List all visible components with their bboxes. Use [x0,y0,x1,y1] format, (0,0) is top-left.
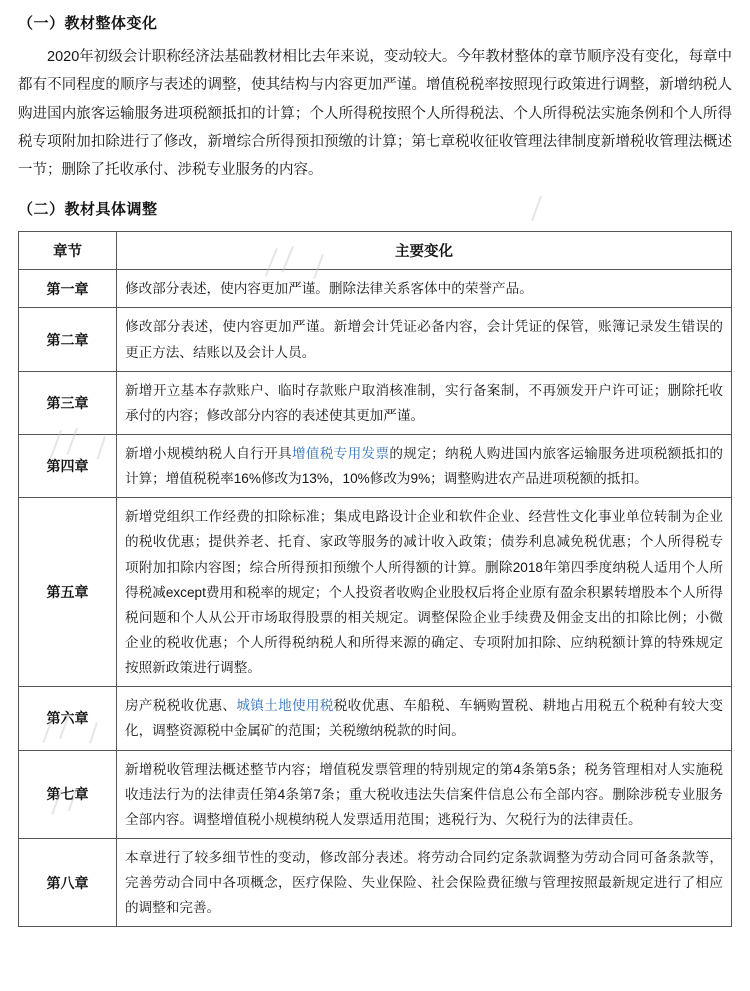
table-row [19,371,732,434]
text-run: 税收优惠、车船税、车辆购置税、耕地占用税五个税种有较大变化，调整资源税中金属矿的范围；关税缴纳税款的时间。 [125,698,724,739]
cell-chapter: 第一章 [19,270,117,308]
cell-content [117,687,732,750]
cell-content: 本章进行了较多细节性的变动，修改部分表述。将劳动合同约定条款调整为劳动合同可备条款等，完善劳动合同中各项概念，医疗保险、失业保险、社会保险费征缴与管理按照最新规定进行了相应的调整和完善。 [117,839,732,927]
text-run: 的规定；纳税人购进国内旅客运输服务进项税额抵扣的计算；增值税税率16%修改为13%，10%修改为9%；调整购进农产品进项税额的抵扣。 [125,446,724,487]
column-header-chapter: 章节 [19,232,117,270]
paragraph-overall-changes: 2020年初级会计职称经济法基础教材相比去年来说，变动较大。今年教材整体的章节顺序没有变化，每章中都有不同程度的顺序与表述的调整，使其结构与内容更加严谨。增值税税率按照现行政策进行调整，新增纳税人购进国内旅客运输服务进项税额抵扣的计算；个人所得税按照个人所得税法、个人所得税法实施条例和个人所得税专项附加扣除进行了修改，新增综合所得预扣预缴的计算；第七章税收征收管理法律制度新增税收管理法概述一节；删除了托收承付、涉税专业服务的内容。 [18,49,732,179]
cell-chapter: 第八章 [19,839,117,927]
cell-chapter: 第三章 [19,371,117,434]
text-run: 房产税税收优惠、 [125,698,237,714]
column-header-main-changes: 主要变化 [117,232,732,270]
table-row [19,750,732,838]
table-row [19,270,732,308]
table-row [19,308,732,371]
cell-content: 新增税收管理法概述整节内容；增值税发票管理的特别规定的第4条第5条；税务管理相对人实施税收违法行为的法律责任第4条第7条；重大税收违法失信案件信息公布全部内容。删除涉税专业服务全部内容。调整增值税小规模纳税人发票适用范围；逃税行为、欠税行为的法律责任。 [117,750,732,838]
table-header [19,232,732,270]
table-body [19,270,732,927]
cell-chapter: 第五章 [19,498,117,687]
cell-chapter: 第二章 [19,308,117,371]
table-row [19,839,732,927]
section-heading-overall-changes: （一）教材整体变化 [18,15,158,32]
text-run: 新增小规模纳税人自行开具 [125,446,292,462]
cell-content: 修改部分表述，使内容更加严谨。新增会计凭证必备内容，会计凭证的保管，账簿记录发生错误的更正方法、结账以及会计人员。 [117,308,732,371]
cell-chapter: 第七章 [19,750,117,838]
cell-chapter: 第四章 [19,435,117,498]
table-row [19,498,732,687]
cell-content: 修改部分表述，使内容更加严谨。删除法律关系客体中的荣誉产品。 [117,270,732,308]
changes-table [18,231,732,927]
table-row [19,687,732,750]
cell-content [117,435,732,498]
table-header-row [19,232,732,270]
cell-chapter: 第六章 [19,687,117,750]
table-row [19,435,732,498]
cell-content: 新增党组织工作经费的扣除标准；集成电路设计企业和软件企业、经营性文化事业单位转制为企业的税收优惠；提供养老、托育、家政等服务的减计收入政策；债券利息减免税优惠；个人所得税专项附加扣除内容图；综合所得预扣预缴个人所得额的计算。删除2018年第四季度纳税人适用个人所得税减except费用和税率的规定；个人投资者收购企业股权后将企业原有盈余积累转增股本个人所得税问题和个人从公开市场取得股票的相关规定。调整保险企业手续费及佣金支出的扣除比例；小微企业的税收优惠；个人所得税纳税人和所得来源的确定、专项附加扣除、应纳税额计算的特殊规定按照新政策进行调整。 [117,498,732,687]
section-heading-specific-changes: （二）教材具体调整 [18,201,158,219]
cell-content: 新增开立基本存款账户、临时存款账户取消核准制，实行备案制，不再颁发开户许可证；删除托收承付的内容；修改部分内容的表述使其更加严谨。 [117,371,732,434]
highlighted-term: 城镇土地使用税 [236,698,334,714]
highlighted-term: 增值税专用发票 [291,446,390,462]
